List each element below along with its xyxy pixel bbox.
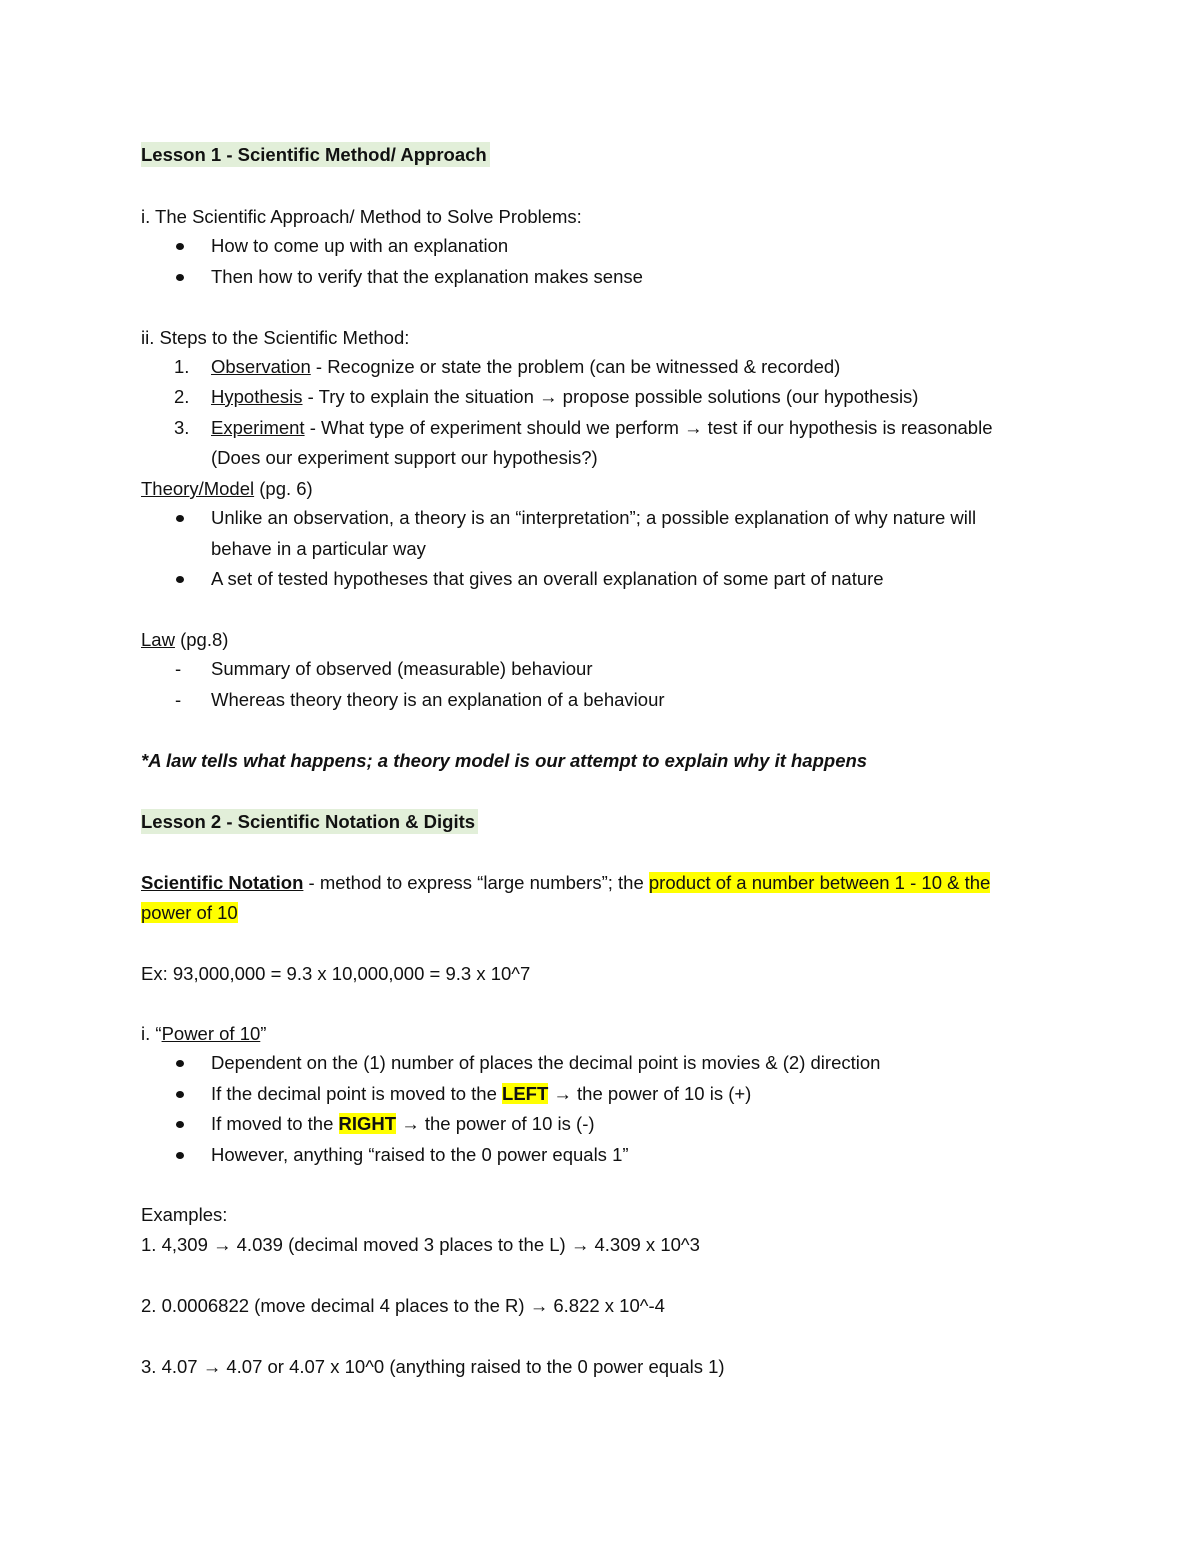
- bullet-icon: [176, 1152, 184, 1159]
- example-item: 1. 4,309 → 4.039 (decimal moved 3 places to the L) → 4.309 x 10^3: [141, 1234, 700, 1255]
- section-ii-heading: ii. Steps to the Scientific Method:: [141, 327, 410, 348]
- scientific-notation-definition-continued: power of 10: [141, 902, 238, 923]
- scientific-notation-definition: Scientific Notation - method to express “large numbers”; the product of a number between 1 - 10 & the: [141, 872, 991, 893]
- list-item: If the decimal point is moved to the LEFT → the power of 10 is (+): [211, 1083, 752, 1104]
- bullet-icon: [176, 515, 184, 522]
- lesson-1-title: Lesson 1 - Scientific Method/ Approach: [141, 143, 490, 167]
- list-item: If moved to the RIGHT → the power of 10 is (-): [211, 1113, 595, 1134]
- example-item: 3. 4.07 → 4.07 or 4.07 x 10^0 (anything raised to the 0 power equals 1): [141, 1356, 725, 1377]
- step-experiment-continued: (Does our experiment support our hypothesis?): [211, 447, 598, 468]
- list-item: How to come up with an explanation: [211, 235, 509, 256]
- step-number: 3.: [174, 417, 190, 438]
- bullet-icon: [176, 576, 184, 583]
- bullet-icon: [176, 274, 184, 281]
- theory-heading: Theory/Model (pg. 6): [141, 478, 313, 499]
- list-item: Dependent on the (1) number of places the decimal point is movies & (2) direction: [211, 1052, 881, 1073]
- list-item: Whereas theory theory is an explanation of a behaviour: [211, 689, 665, 710]
- law-theory-note: *A law tells what happens; a theory model is our attempt to explain why it happens: [141, 750, 868, 771]
- bullet-icon: [176, 1121, 184, 1128]
- list-item: Then how to verify that the explanation makes sense: [211, 266, 643, 287]
- list-item: A set of tested hypotheses that gives an overall explanation of some part of nature: [211, 568, 884, 589]
- dash-marker: -: [175, 689, 182, 710]
- examples-heading: Examples:: [141, 1204, 228, 1225]
- example-line: Ex: 93,000,000 = 9.3 x 10,000,000 = 9.3 x 10^7: [141, 963, 531, 984]
- step-number: 2.: [174, 386, 190, 407]
- bullet-icon: [176, 1091, 184, 1098]
- bullet-icon: [176, 243, 184, 250]
- step-experiment: Experiment - What type of experiment should we perform → test if our hypothesis is reasonable: [211, 417, 993, 438]
- list-item: Unlike an observation, a theory is an “interpretation”; a possible explanation of why nature will: [211, 507, 977, 528]
- list-item: However, anything “raised to the 0 power equals 1”: [211, 1144, 629, 1165]
- example-item: 2. 0.0006822 (move decimal 4 places to the R) → 6.822 x 10^-4: [141, 1295, 665, 1316]
- power-of-10-heading: i. “Power of 10”: [141, 1023, 267, 1044]
- bullet-icon: [176, 1060, 184, 1067]
- step-hypothesis: Hypothesis - Try to explain the situation → propose possible solutions (our hypothesis): [211, 386, 919, 407]
- law-heading: Law (pg.8): [141, 629, 229, 650]
- step-observation: Observation - Recognize or state the problem (can be witnessed & recorded): [211, 356, 841, 377]
- section-i-heading: i. The Scientific Approach/ Method to Solve Problems:: [141, 206, 582, 227]
- list-item-continued: behave in a particular way: [211, 538, 426, 559]
- step-number: 1.: [174, 356, 190, 377]
- dash-marker: -: [175, 658, 182, 679]
- lesson-2-title: Lesson 2 - Scientific Notation & Digits: [141, 810, 478, 834]
- list-item: Summary of observed (measurable) behaviour: [211, 658, 593, 679]
